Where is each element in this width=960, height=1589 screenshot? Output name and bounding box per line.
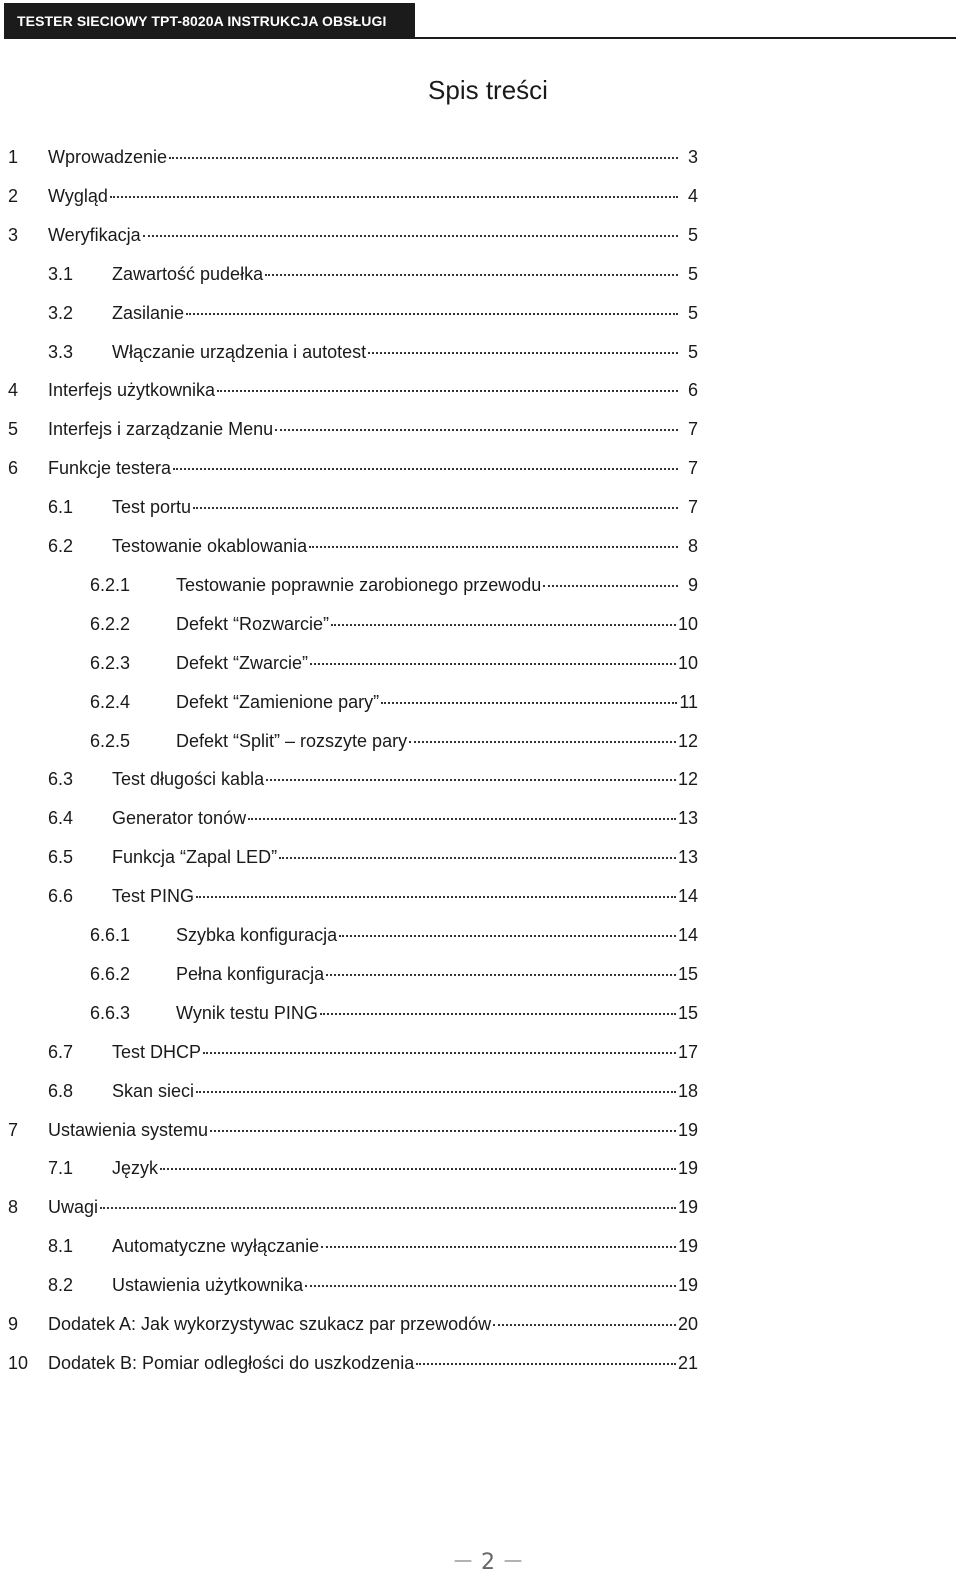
page-number: － 2 －	[452, 1550, 524, 1575]
toc-entry-title: Defekt “Zamienione pary”	[176, 691, 380, 712]
toc-entry-page: 14	[677, 886, 698, 907]
toc-entry[interactable]	[90, 571, 698, 599]
toc-entry[interactable]	[48, 1271, 698, 1299]
toc-entry[interactable]	[48, 1038, 698, 1066]
toc-entry-title: Interfejs użytkownika	[48, 380, 216, 401]
toc-entry-page: 13	[677, 847, 698, 868]
toc-dot-leader	[203, 1052, 676, 1054]
toc-entry[interactable]	[48, 1154, 698, 1182]
toc-entry[interactable]	[8, 1193, 698, 1221]
toc-dot-leader	[416, 1363, 676, 1365]
toc-entry-page: 14	[677, 925, 698, 945]
toc-entry-number: 3.3	[48, 341, 74, 362]
toc-entry-number: 9	[8, 1314, 19, 1334]
toc-entry-number: 6.2.2	[90, 613, 131, 634]
toc-entry-number: 6.6.2	[90, 963, 131, 984]
toc-entry-page: 19	[677, 1119, 698, 1140]
toc-entry-title: Funkcje testera	[48, 458, 172, 479]
toc-entry-number: 6.2	[48, 536, 74, 556]
toc-entry[interactable]	[48, 1077, 698, 1105]
document-header-title: TESTER SIECIOWY TPT-8020A INSTRUKCJA OBSŁUGI	[17, 13, 387, 29]
toc-entry-title: Funkcja “Zapal LED”	[112, 847, 278, 868]
toc-dot-leader	[196, 1091, 676, 1093]
toc-entry[interactable]	[8, 1349, 698, 1377]
toc-entry-number: 6.3	[48, 769, 74, 790]
toc-entry-number: 6.6	[48, 886, 74, 907]
toc-entry-page: 21	[677, 1352, 698, 1373]
toc-entry[interactable]	[48, 804, 698, 832]
toc-entry-page: 5	[687, 302, 698, 323]
toc-entry-page: 6	[687, 380, 698, 401]
toc-entry-title: Wynik testu PING	[176, 1002, 318, 1023]
toc-entry-title: Interfejs i zarządzanie Menu	[48, 419, 274, 440]
toc-entry-title: Uwagi	[48, 1197, 99, 1218]
toc-entry-number: 6.2.4	[90, 691, 131, 712]
toc-entry-number: 6	[8, 458, 19, 479]
toc-dot-leader	[326, 974, 676, 976]
toc-dot-leader	[217, 390, 678, 392]
toc-entry-page: 7	[687, 419, 698, 440]
toc-entry-title: Wprowadzenie	[48, 147, 168, 167]
toc-dot-leader	[339, 935, 676, 937]
toc-entry-title: Testowanie okablowania	[112, 536, 308, 556]
toc-entry-page: 19	[677, 1158, 698, 1179]
toc-entry-number: 3.2	[48, 302, 74, 323]
toc-dot-leader	[143, 235, 678, 237]
toc-dot-leader	[160, 1168, 676, 1170]
toc-entry-title: Dodatek A: Jak wykorzystywac szukacz par przewodów	[48, 1314, 492, 1334]
toc-entry-title: Ustawienia systemu	[48, 1119, 209, 1140]
toc-entry[interactable]	[8, 1116, 698, 1144]
toc-entry[interactable]	[90, 610, 698, 638]
toc-entry-number: 7.1	[48, 1158, 74, 1179]
toc-entry-number: 6.6.3	[90, 1002, 131, 1023]
toc-entry-title: Automatyczne wyłączanie	[112, 1236, 320, 1257]
toc-entry-page: 15	[677, 1002, 698, 1023]
toc-dot-leader	[381, 702, 677, 704]
toc-entry-number: 5	[8, 419, 19, 440]
toc-entry-number: 6.7	[48, 1041, 74, 1062]
toc-entry-page: 11	[679, 691, 698, 712]
toc-entry[interactable]	[48, 765, 698, 793]
toc-entry[interactable]	[8, 454, 698, 482]
toc-entry[interactable]	[48, 493, 698, 521]
toc-entry-title: Weryfikacja	[48, 224, 141, 245]
toc-entry-title: Wygląd	[48, 185, 108, 206]
toc-entry[interactable]	[48, 882, 698, 910]
toc-entry-page: 5	[687, 263, 698, 284]
toc-entry-title: Zawartość pudełka	[112, 263, 264, 284]
toc-entry-number: 2	[8, 185, 19, 206]
toc-entry-title: Pełna konfiguracja	[176, 963, 325, 984]
toc-dot-leader	[493, 1324, 676, 1326]
toc-entry-page: 12	[677, 730, 698, 751]
toc-entry-number: 6.2.3	[90, 652, 131, 673]
toc-entry-number: 3.1	[48, 263, 74, 284]
toc-dot-leader	[265, 274, 678, 276]
toc-dot-leader	[196, 896, 676, 898]
toc-dot-leader	[100, 1207, 676, 1209]
toc-entry[interactable]	[48, 260, 698, 288]
toc-entry[interactable]	[8, 143, 698, 171]
toc-entry-number: 6.5	[48, 847, 74, 868]
toc-entry-title: Testowanie poprawnie zarobionego przewodu	[176, 574, 542, 595]
toc-entry-title: Test DHCP	[112, 1041, 202, 1062]
toc-entry-number: 6.1	[48, 497, 74, 518]
header-rule	[415, 37, 956, 39]
toc-entry[interactable]	[90, 649, 698, 677]
toc-entry-page: 19	[677, 1275, 698, 1296]
document-header	[4, 3, 415, 39]
toc-entry-page: 4	[687, 185, 698, 206]
toc-entry[interactable]	[8, 376, 698, 404]
toc-entry-number: 6.4	[48, 808, 74, 829]
toc-entry-number: 1	[8, 147, 19, 167]
toc-dot-leader	[310, 663, 676, 665]
toc-entry-number: 6.6.1	[90, 925, 131, 945]
toc-entry[interactable]	[48, 338, 698, 366]
toc-entry-page: 18	[677, 1080, 698, 1101]
toc-entry[interactable]	[48, 299, 698, 327]
toc-dot-leader	[409, 741, 676, 743]
toc-entry-number: 10	[8, 1352, 29, 1373]
toc-dot-leader	[368, 352, 678, 354]
toc-entry[interactable]	[90, 999, 698, 1027]
toc-dot-leader	[543, 585, 678, 587]
toc-entry-number: 3	[8, 224, 19, 245]
toc-entry-number: 6.2.5	[90, 730, 131, 751]
toc-entry-page: 13	[677, 808, 698, 829]
toc-entry-title: Język	[112, 1158, 159, 1179]
toc-entry-number: 8.1	[48, 1236, 74, 1257]
toc-entry-number: 6.8	[48, 1080, 74, 1101]
toc-entry-title: Defekt “Split” – rozszyte pary	[176, 730, 408, 751]
toc-dot-leader	[331, 624, 676, 626]
toc-entry[interactable]	[48, 532, 698, 560]
toc-entry[interactable]	[90, 921, 698, 949]
toc-entry[interactable]	[48, 843, 698, 871]
toc-entry-page: 19	[677, 1236, 698, 1257]
toc-entry-title: Test portu	[112, 497, 192, 518]
toc-entry-title: Zasilanie	[112, 302, 185, 323]
toc-entry-title: Test PING	[112, 886, 195, 907]
toc-dot-leader	[275, 429, 678, 431]
toc-dot-leader	[309, 546, 678, 548]
toc-dot-leader	[320, 1013, 676, 1015]
toc-entry-page: 12	[677, 769, 698, 790]
toc-entry-page: 5	[687, 224, 698, 245]
toc-entry-title: Włączanie urządzenia i autotest	[112, 341, 367, 362]
toc-entry[interactable]	[90, 960, 698, 988]
toc-entry-page: 10	[677, 613, 698, 634]
toc-entry[interactable]	[8, 221, 698, 249]
toc-entry-page: 7	[687, 458, 698, 479]
toc-entry[interactable]	[90, 727, 698, 755]
toc-dot-leader	[248, 818, 676, 820]
toc-entry-number: 6.2.1	[90, 574, 131, 595]
toc-entry-page: 15	[677, 963, 698, 984]
toc-entry-title: Defekt “Rozwarcie”	[176, 613, 330, 634]
toc-entry-title: Defekt “Zwarcie”	[176, 652, 309, 673]
toc-entry-page: 9	[687, 574, 698, 595]
toc-dot-leader	[186, 313, 678, 315]
toc-entry-number: 8	[8, 1197, 19, 1218]
toc-entry-number: 4	[8, 380, 19, 401]
toc-entry-title: Skan sieci	[112, 1080, 195, 1101]
toc-entry-page: 3	[687, 147, 698, 167]
toc-entry[interactable]	[8, 1310, 698, 1338]
toc-entry-page: 7	[687, 497, 698, 518]
toc-dot-leader	[173, 468, 678, 470]
toc-entry[interactable]	[90, 688, 698, 716]
toc-entry-title: Test długości kabla	[112, 769, 265, 790]
toc-dot-leader	[169, 157, 678, 159]
toc-dot-leader	[110, 196, 678, 198]
toc-dot-leader	[321, 1246, 676, 1248]
toc-entry-page: 19	[677, 1197, 698, 1218]
toc-entry-page: 8	[687, 536, 698, 556]
toc-entry-page: 17	[677, 1041, 698, 1062]
toc-entry-number: 8.2	[48, 1275, 74, 1296]
toc-entry-title: Dodatek B: Pomiar odległości do uszkodzenia	[48, 1352, 415, 1373]
toc-dot-leader	[193, 507, 678, 509]
toc-entry[interactable]	[48, 1232, 698, 1260]
toc-entry[interactable]	[8, 415, 698, 443]
toc-entry[interactable]	[8, 182, 698, 210]
toc-entry-title: Szybka konfiguracja	[176, 925, 338, 945]
toc-entry-page: 10	[677, 652, 698, 673]
toc-entry-number: 7	[8, 1119, 19, 1140]
toc-dot-leader	[279, 857, 676, 859]
toc-dot-leader	[305, 1285, 676, 1287]
page-title: Spis treści	[428, 75, 548, 105]
toc-entry-title: Generator tonów	[112, 808, 247, 829]
toc-entry-title: Ustawienia użytkownika	[112, 1275, 304, 1296]
toc-dot-leader	[210, 1130, 676, 1132]
toc-entry-page: 5	[687, 341, 698, 362]
toc-entry-page: 20	[677, 1314, 698, 1334]
toc-dot-leader	[266, 779, 676, 781]
